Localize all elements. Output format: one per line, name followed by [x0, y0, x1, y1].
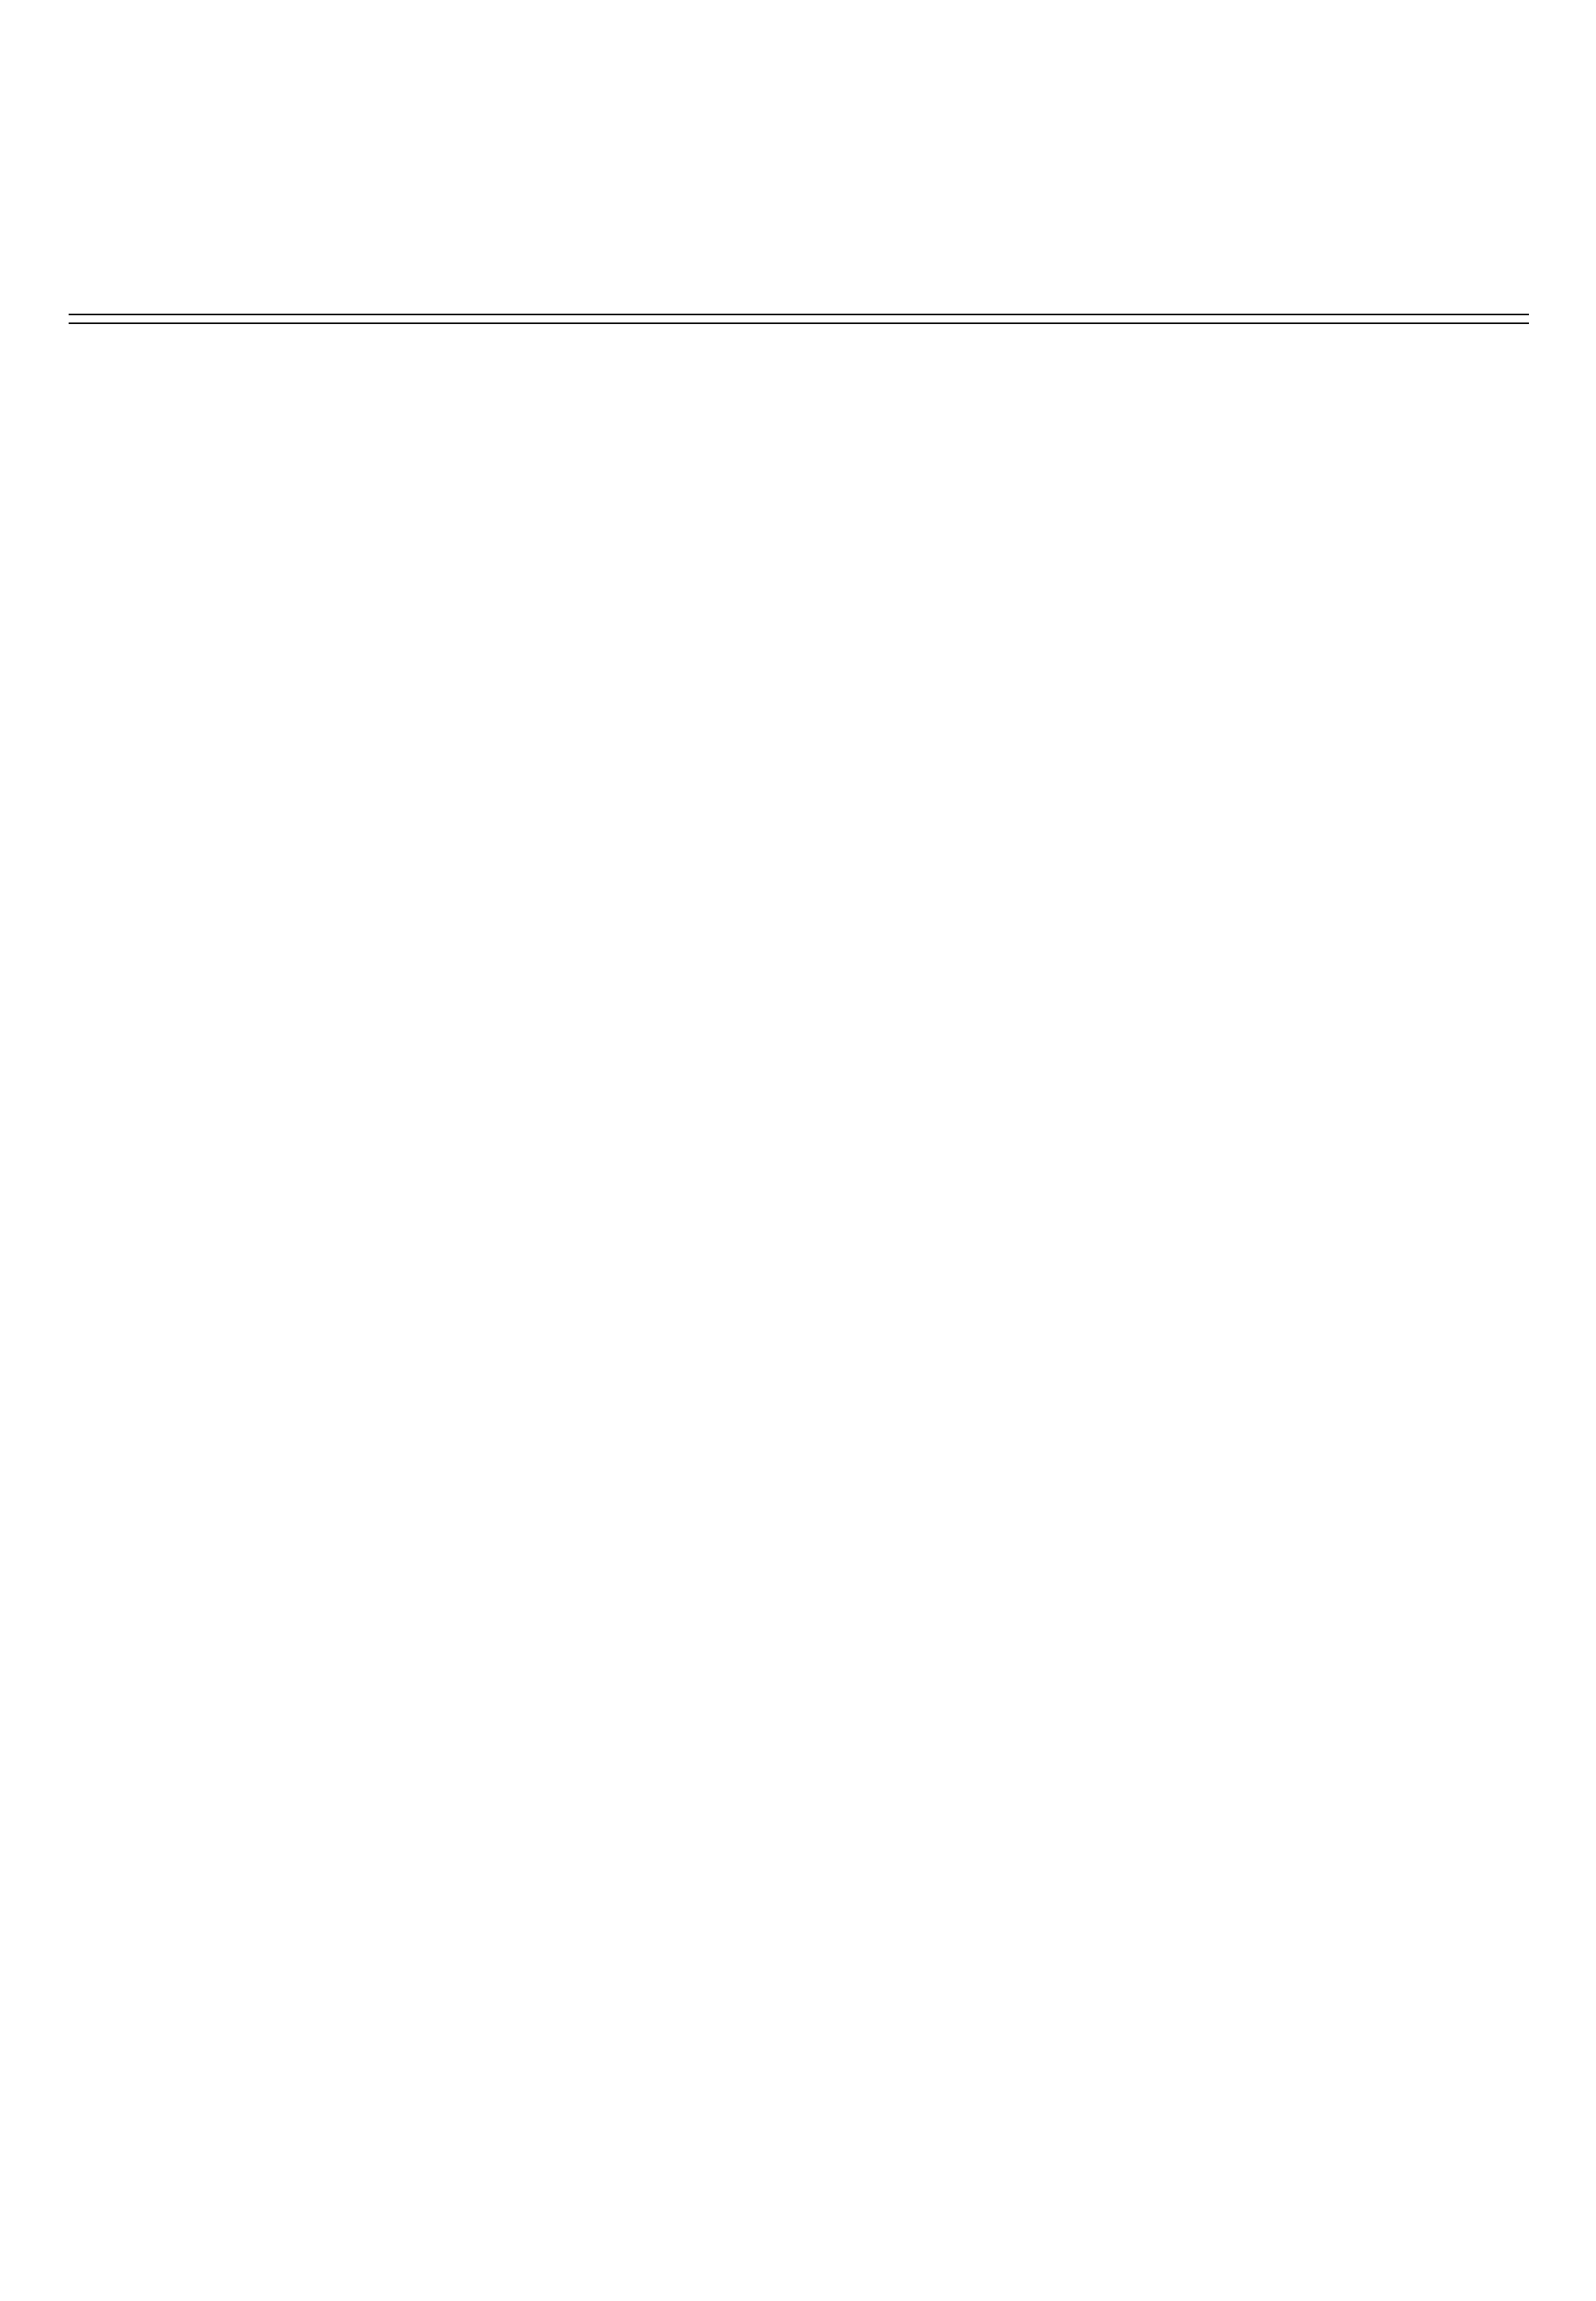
divider [69, 314, 1529, 315]
divider [69, 322, 1529, 324]
